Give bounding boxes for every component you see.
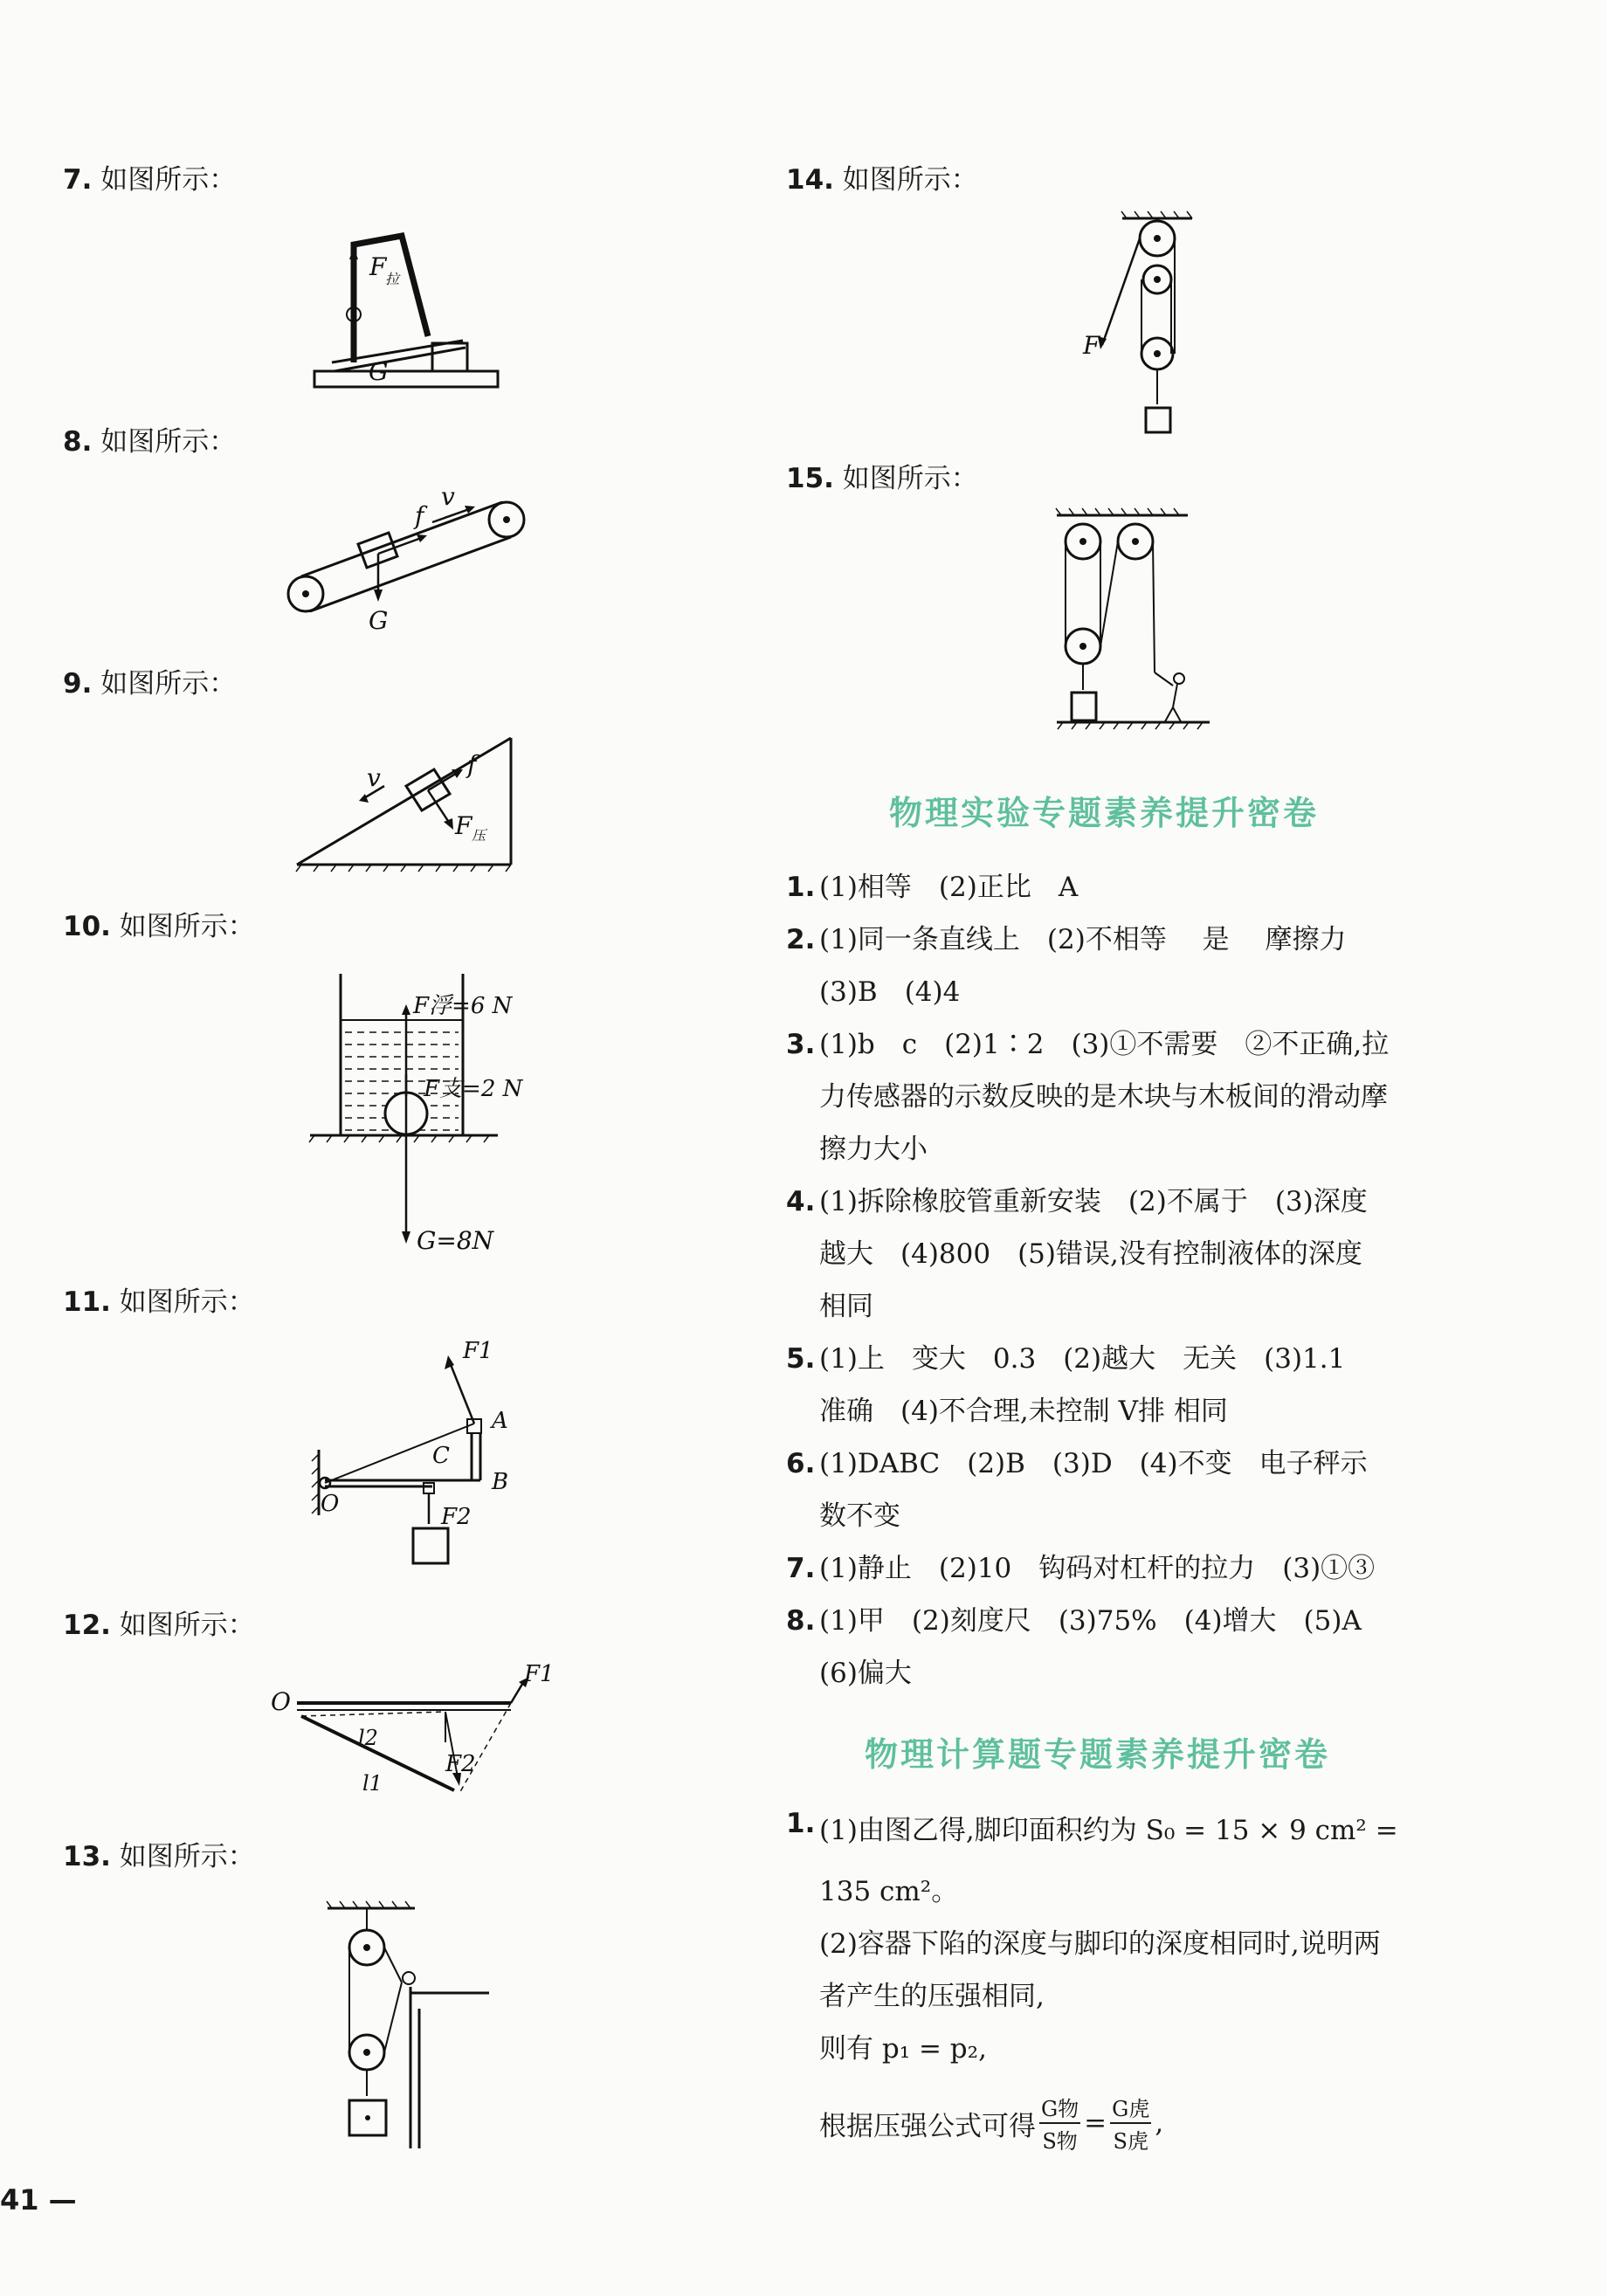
f-press-label: F: [455, 811, 472, 840]
item-13-label: 13. 如图所示：: [63, 1841, 255, 1872]
f-press-sub: 压: [472, 827, 486, 844]
f-pull-sub: 拉: [385, 271, 400, 287]
answer-5: 5. (1)上 变大 0.3 (2)越大 无关 (3)1.1 准确 (4)不合理,未控制 V排 相同: [786, 1343, 1346, 1427]
item-7-label: 7. 如图所示：: [63, 164, 237, 196]
calc-line-1: (1)由图乙得,脚印面积约为 S₀ = 15 × 9 cm² =: [819, 1815, 1398, 1846]
answer-1: 1. (1)相等 (2)正比 A: [786, 872, 1079, 903]
figure-15-diagram: [1052, 511, 1227, 742]
frac2-denominator: S虎: [1113, 2129, 1148, 2154]
f-support-label: F支=2 N: [424, 1076, 523, 1102]
figure-7-diagram: [310, 223, 502, 397]
answer-3: 3. (1)b c (2)1∶2 (3)①不需要 ②不正确,拉 力传感器的示数反映的是木块与木板间的滑动摩 擦力大小: [786, 1029, 1390, 1165]
f1-label: F1: [463, 1338, 493, 1364]
l2-label: l2: [358, 1726, 378, 1750]
calc-num: 1.: [786, 1808, 816, 1839]
l1-label: l1: [362, 1771, 383, 1796]
item-8-label: 8. 如图所示：: [63, 426, 237, 458]
item-15-label: 15. 如图所示：: [786, 463, 978, 494]
section-title-calculation: 物理计算题专题素养提升密卷: [865, 1735, 1331, 1774]
f-label: f: [467, 750, 477, 779]
answer-8: 8. (1)甲 (2)刻度尺 (3)75% (4)增大 (5)A (6)偏大: [786, 1605, 1362, 1689]
item-9-label: 9. 如图所示：: [63, 668, 237, 700]
calc-line-4: 者产生的压强相同,: [819, 1981, 1045, 2012]
g-label: G: [369, 357, 389, 386]
item-11-label: 11. 如图所示：: [63, 1286, 255, 1318]
answer-2: 2. (1)同一条直线上 (2)不相等 是 摩擦力 (3)B (4)4: [786, 924, 1347, 1008]
section-title-experiment: 物理实验专题素养提升密卷: [889, 794, 1320, 832]
calc-line-6: 根据压强公式可得 G物 S物 = G虎 S虎 ,: [819, 2092, 1163, 2155]
calc-line-3: (2)容器下陷的深度与脚印的深度相同时,说明两: [819, 1928, 1381, 1960]
v-label: v: [441, 482, 455, 511]
g-label: G: [369, 606, 389, 635]
o-label: O: [321, 1491, 340, 1517]
figure-12-diagram: [271, 1659, 559, 1808]
item-10-label: 10. 如图所示：: [63, 911, 255, 942]
g-label: G=8N: [417, 1226, 494, 1255]
f-pull-label: F: [369, 252, 387, 281]
figure-11-diagram: [301, 1336, 546, 1581]
figure-8-diagram: [284, 480, 528, 635]
item-12-label: 12. 如图所示：: [63, 1610, 255, 1641]
f-label: f: [415, 501, 424, 530]
f1-label: F1: [524, 1661, 555, 1687]
frac1-numerator: G物: [1039, 2092, 1080, 2124]
calc-line-2: 135 cm²。: [819, 1876, 959, 1907]
f-float-label: F浮=6 N: [413, 993, 513, 1019]
a-label: A: [492, 1408, 508, 1434]
answer-7: 7. (1)静止 (2)10 钩码对杠杆的拉力 (3)①③: [786, 1553, 1376, 1584]
f2-label: F2: [441, 1504, 472, 1530]
c-label: C: [432, 1443, 450, 1469]
answer-4: 4. (1)拆除橡胶管重新安装 (2)不属于 (3)深度 越大 (4)800 (5)错误,没有控制液体的深度 相同: [786, 1186, 1368, 1322]
calc-line-5: 则有 p₁ = p₂,: [819, 2033, 987, 2065]
figure-10-diagram: [301, 961, 528, 1266]
answer-6: 6. (1)DABC (2)B (3)D (4)不变 电子秤示 数不变: [786, 1448, 1368, 1532]
figure-9-diagram: [293, 721, 520, 878]
page-number: 41 —: [0, 2183, 77, 2217]
f-label: F: [1083, 331, 1100, 360]
figure-14-diagram: [1083, 214, 1205, 441]
frac1-denominator: S物: [1042, 2129, 1078, 2154]
figure-13-diagram: [323, 1895, 498, 2157]
o-label: O: [271, 1687, 291, 1716]
b-label: B: [492, 1469, 509, 1495]
item-14-label: 14. 如图所示：: [786, 164, 978, 196]
v-label: v: [367, 763, 381, 792]
frac2-numerator: G虎: [1110, 2092, 1151, 2124]
f2-label: F2: [445, 1751, 476, 1777]
